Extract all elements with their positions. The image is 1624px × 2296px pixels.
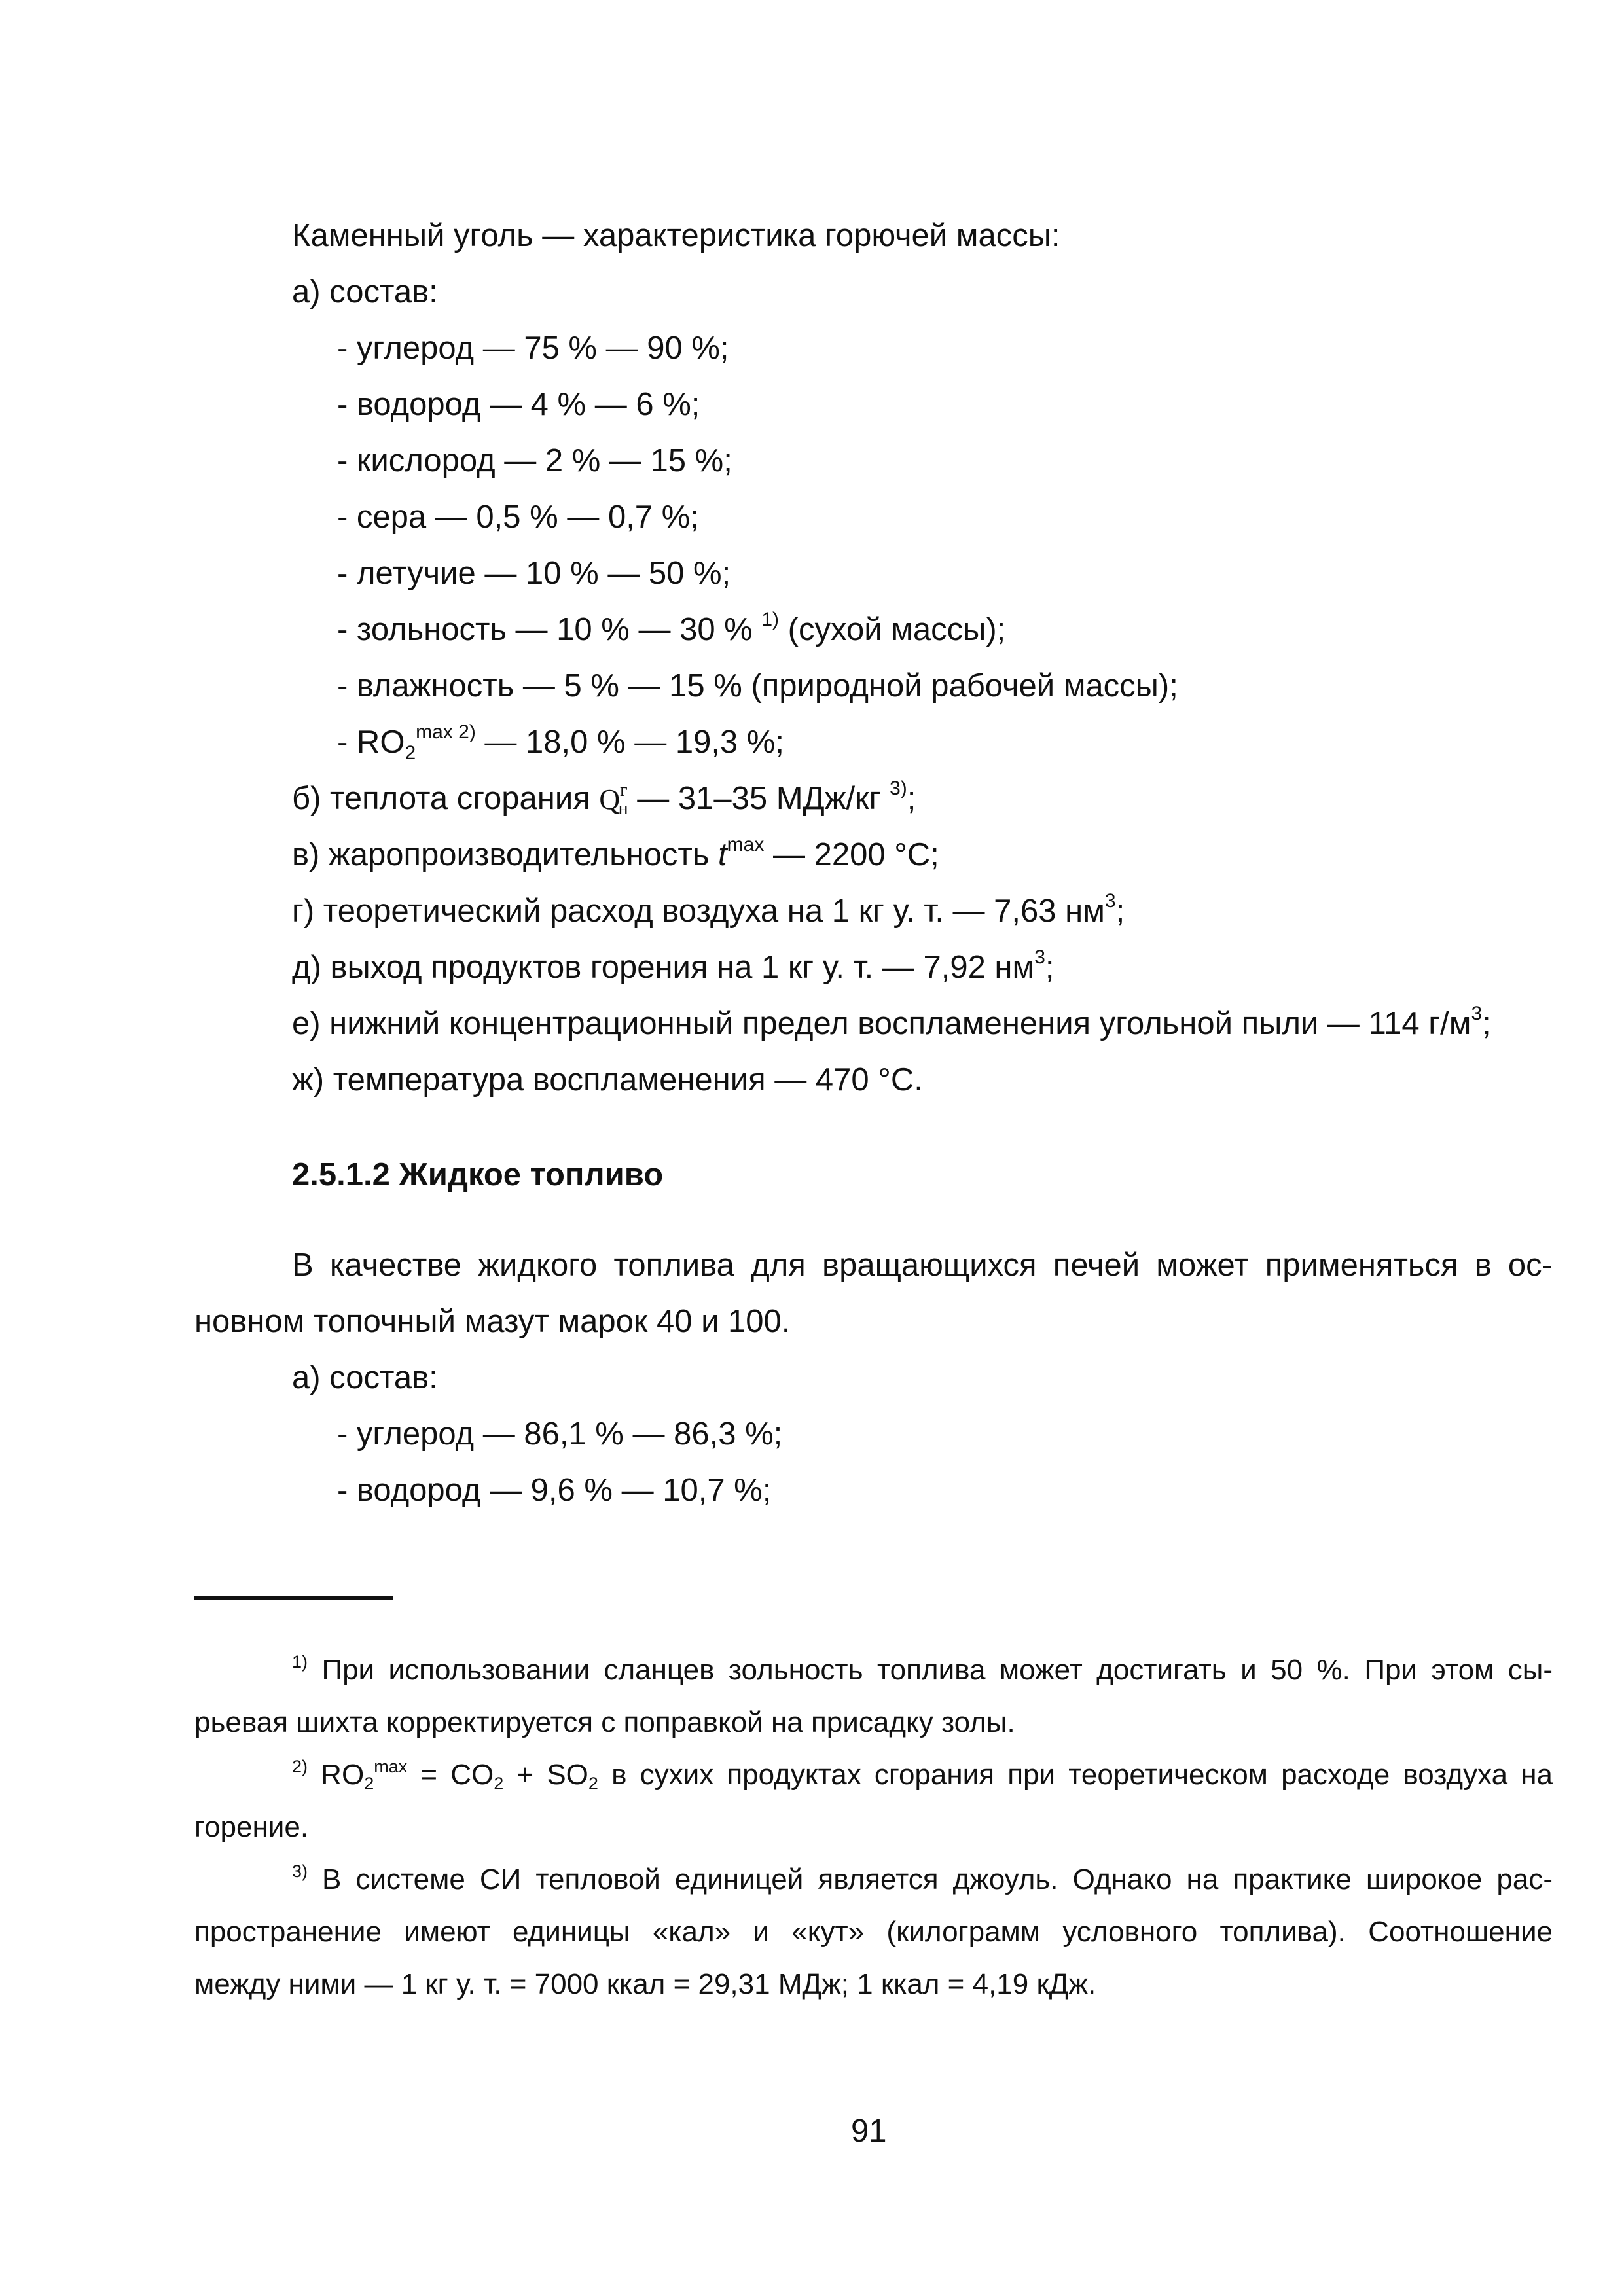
footnote-3-line-3: между ними — 1 кг у. т. = 7000 ккал = 29,31 МДж; 1 ккал = 4,19 кДж. — [194, 1968, 1096, 2000]
coal-item-sulfur: - сера — 0,5 % — 0,7 %; — [337, 499, 699, 535]
coal-combustion-products — [292, 948, 1055, 987]
footnote-2-so-sub: 2 — [588, 1774, 598, 1793]
page-number: 91 — [851, 2113, 887, 2149]
coal-air-consumption — [292, 891, 1125, 931]
heat-value-symbol: Q — [599, 783, 621, 816]
ash-footnote-ref: 1) — [761, 609, 780, 630]
coal-item-carbon: - углерод — 75 % — 90 %; — [337, 331, 729, 366]
heat-value-footnote-ref: 3) — [890, 778, 907, 799]
footnote-2-line-1 — [292, 1757, 1553, 1793]
explosion-limit-end: ; — [1482, 1006, 1491, 1041]
heat-value-end: ; — [907, 781, 916, 816]
air-consumption-sup: 3 — [1104, 890, 1116, 912]
coal-item-ash — [337, 610, 1005, 649]
ash-text: - зольность — 10 % — 30 % — [337, 612, 762, 647]
heat-value-text: б) теплота сгорания — [292, 781, 600, 816]
footnote-1-text: При использовании сланцев зольность топлива может достигать и 50 %. При этом сы- — [308, 1654, 1553, 1686]
heat-productivity-symbol: t — [718, 837, 727, 872]
footnote-2-ro-sup: max — [374, 1757, 408, 1776]
coal-item-hydrogen: - водород — 4 % — 6 %; — [337, 387, 700, 422]
footnote-3-line-1 — [292, 1861, 1553, 1898]
footnote-1-line-1 — [292, 1652, 1553, 1689]
coal-item-ro2 — [337, 723, 784, 762]
coal-item-oxygen: - кислород — 2 % — 15 %; — [337, 443, 732, 478]
heat-value-symbol-sup: г — [620, 780, 628, 800]
coal-item-moisture: - влажность — 5 % — 15 % (природной рабочей массы); — [337, 668, 1178, 704]
section-heading: 2.5.1.2 Жидкое топливо — [292, 1157, 664, 1193]
coal-explosion-limit — [292, 1004, 1491, 1043]
footnote-2-line-2: горение. — [194, 1811, 309, 1843]
air-consumption-end: ; — [1115, 893, 1125, 929]
footnote-3-line-2: пространение имеют единицы «кал» и «кут» (килограмм условного топлива). Соотношение — [194, 1916, 1553, 1948]
footnote-2-tail: в сухих продуктах сгорания при теоретическом расходе воздуха на — [598, 1759, 1553, 1791]
coal-title: Каменный уголь — характеристика горючей массы: — [292, 218, 1060, 253]
coal-heat-value — [292, 779, 916, 819]
footnote-2-ro: RO — [308, 1759, 365, 1791]
ro2-sup: max 2) — [416, 721, 476, 743]
footnote-1-line-2: рьевая шихта корректируется с поправкой на присадку золы. — [194, 1706, 1015, 1738]
liquid-composition-label: а) состав: — [292, 1360, 438, 1395]
heat-productivity-tail: — 2200 °С; — [764, 837, 939, 872]
liquid-item-carbon: - углерод — 86,1 % — 86,3 %; — [337, 1416, 783, 1452]
coal-heat-productivity — [292, 835, 939, 874]
footnote-2-co-sub: 2 — [494, 1774, 504, 1793]
liquid-item-hydrogen: - водород — 9,6 % — 10,7 %; — [337, 1473, 772, 1508]
footnote-3-text: В системе СИ тепловой единицей является джоуль. Однако на практике широкое рас- — [308, 1863, 1553, 1895]
footnote-3-mark: 3) — [292, 1861, 308, 1881]
footnote-2-ro-sub: 2 — [364, 1774, 374, 1793]
footnote-2-plus: + SO — [503, 1759, 588, 1791]
footnote-2-mark: 2) — [292, 1757, 308, 1776]
heat-productivity-sup: max — [727, 834, 765, 855]
footnote-2-eq: = CO — [407, 1759, 494, 1791]
paragraph-line-2: новном топочный мазут марок 40 и 100. — [194, 1304, 791, 1339]
ash-tail: (сухой массы); — [779, 612, 1006, 647]
combustion-products-text: д) выход продуктов горения на 1 кг у. т. — 7,92 нм — [292, 950, 1035, 985]
heat-productivity-text: в) жаропроизводительность — [292, 837, 719, 872]
coal-item-volatiles: - летучие — 10 % — 50 %; — [337, 556, 731, 591]
footnote-separator — [194, 1596, 393, 1600]
combustion-products-end: ; — [1045, 950, 1055, 985]
heat-value-symbol-sub: н — [618, 798, 628, 819]
heat-value-tail: — 31–35 МДж/кг — [628, 781, 890, 816]
ro2-tail: — 18,0 % — 19,3 %; — [475, 725, 784, 760]
explosion-limit-sup: 3 — [1471, 1003, 1483, 1024]
ro2-sub: 2 — [405, 742, 416, 764]
paragraph-line-1: В качестве жидкого топлива для вращающихся печей может применяться в ос- — [292, 1247, 1553, 1283]
ro2-prefix: - RO — [337, 725, 405, 760]
air-consumption-text: г) теоретический расход воздуха на 1 кг у. т. — 7,63 нм — [292, 893, 1105, 929]
footnote-1-mark: 1) — [292, 1652, 308, 1672]
coal-ignition-temperature: ж) температура воспламенения — 470 °С. — [292, 1062, 923, 1098]
coal-composition-label: а) состав: — [292, 274, 438, 310]
combustion-products-sup: 3 — [1034, 946, 1045, 968]
explosion-limit-text: е) нижний концентрационный предел воспламенения угольной пыли — 114 г/м — [292, 1006, 1471, 1041]
